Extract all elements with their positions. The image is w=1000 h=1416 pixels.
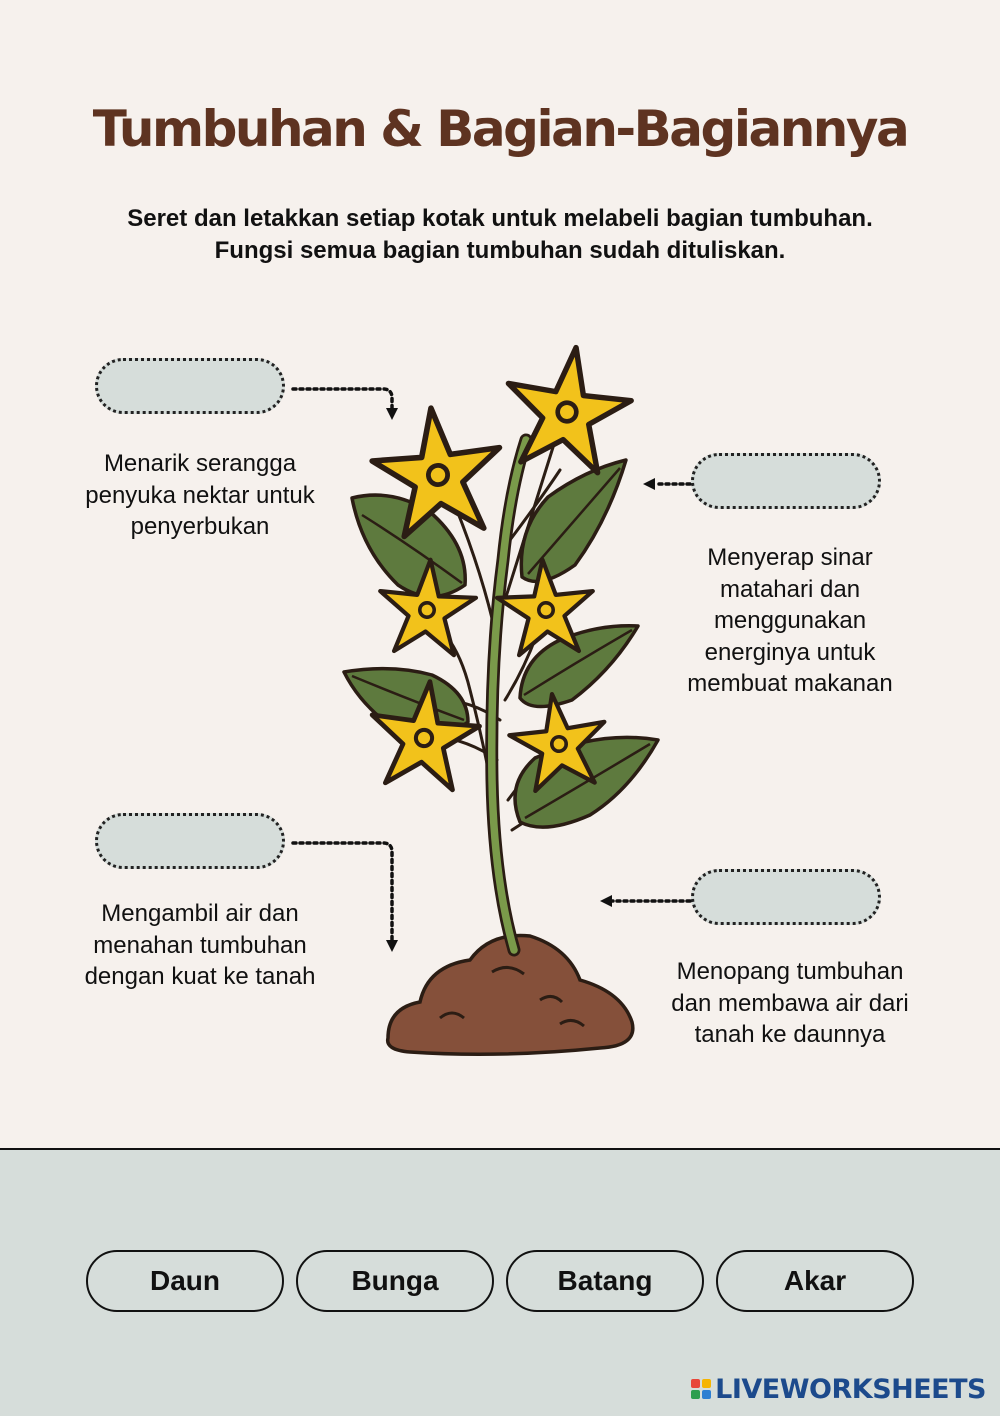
brand-name: LIVEWORKSHEETS (715, 1373, 986, 1405)
label-slot-stem[interactable] (691, 869, 881, 925)
option-daun[interactable]: Daun (86, 1250, 284, 1312)
arrow-flower (293, 389, 392, 408)
page-title: Tumbuhan & Bagian-Bagiannya (92, 100, 908, 158)
label-slot-flower[interactable] (95, 358, 285, 414)
description-flower: Menarik serangga penyuka nektar untuk penyerbukan (85, 450, 315, 540)
brand (691, 1373, 986, 1405)
brand-logo-icon (691, 1379, 711, 1399)
label-slot-root[interactable] (95, 813, 285, 869)
option-akar[interactable]: Akar (716, 1250, 914, 1312)
option-batang[interactable]: Batang (506, 1250, 704, 1312)
label-slot-leaf[interactable] (691, 453, 881, 509)
description-stem: Menopang tumbuhan dan membawa air dari tanah ke daunnya (671, 958, 909, 1048)
instructions: Seret dan letakkan setiap kotak untuk melabeli bagian tumbuhan. Fungsi semua bagian tumbuhan sudah dituliskan. (127, 205, 873, 264)
description-leaf: Menyerap sinar matahari dan menggunakan energinya untuk membuat makanan (687, 544, 893, 697)
description-root: Mengambil air dan menahan tumbuhan dengan kuat ke tanah (84, 900, 316, 990)
option-bunga[interactable]: Bunga (296, 1250, 494, 1312)
